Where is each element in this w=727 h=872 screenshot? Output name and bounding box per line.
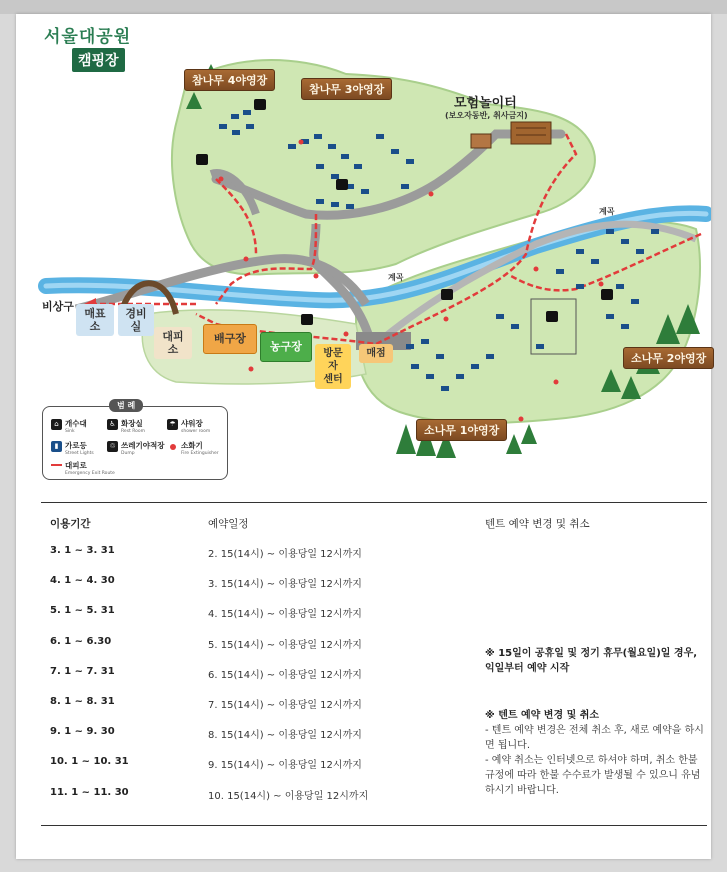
header-notes: 텐트 예약 변경 및 취소	[485, 518, 590, 530]
change-cancel-title: ※ 텐트 예약 변경 및 취소	[485, 710, 600, 721]
shop-label: 매점	[366, 348, 386, 359]
legend-item-exit-route	[65, 460, 115, 476]
legend-item-street-light	[65, 440, 94, 456]
visitor-center	[315, 344, 351, 389]
zone-label-oak4: 참나무 4야영장	[192, 74, 268, 87]
table-row-schedule: 10. 15(14시) ~ 이용당일 12시까지	[208, 791, 369, 802]
volleyball-court-label: 배구장	[214, 332, 246, 345]
emergency-exit-label: 비상구	[42, 300, 74, 313]
shop	[359, 344, 393, 363]
security-office-label: 경비실	[125, 307, 147, 333]
legend-item-restroom	[121, 418, 145, 434]
table-row-schedule: 4. 15(14시) ~ 이용당일 12시까지	[208, 609, 362, 620]
shower-icon: ☂	[167, 419, 178, 430]
legend-restroom-en: Rest Room	[121, 429, 146, 434]
zone-label-oak3: 참나무 3야영장	[309, 83, 385, 96]
zone-label-pine2: 소나무 2야영장	[631, 352, 707, 365]
legend-sink-en: Sink	[65, 429, 75, 434]
creek-label-west: 계곡	[388, 273, 404, 282]
ticket-office-label: 매표소	[84, 307, 106, 333]
legend-light-ko: 가로등	[65, 441, 87, 450]
legend-dump-ko: 쓰레기야적장	[121, 441, 165, 450]
table-row-schedule: 9. 15(14시) ~ 이용당일 12시까지	[208, 760, 362, 771]
fire-extinguisher-icon	[170, 444, 176, 450]
legend-item-shower	[181, 418, 210, 434]
zone-sign-oak4	[184, 69, 275, 91]
zone-label-pine1: 소나무 1야영장	[424, 424, 500, 437]
table-row-period: 10. 1 ~ 10. 31	[50, 756, 129, 767]
header-period: 이용기간	[50, 518, 91, 530]
creek-label-east: 계곡	[599, 207, 615, 216]
table-row-period: 11. 1 ~ 11. 30	[50, 787, 129, 798]
campsite-map	[16, 14, 711, 494]
zone-sign-pine2	[623, 347, 714, 369]
zone-sign-pine1	[416, 419, 507, 441]
map-legend	[42, 401, 228, 480]
change-cancel-line2: - 예약 취소는 인터넷으로 하셔야 하며, 취소 한불 규정에 따라 한불 수수료가 발생될 수 있으니 유념하시기 바랍니다.	[485, 755, 701, 796]
window-top-bar	[0, 0, 727, 14]
legend-shower-ko: 샤워장	[181, 419, 203, 428]
legend-exit-en: Emergency Exit Route	[65, 471, 115, 476]
legend-title: 범 례	[109, 399, 143, 412]
change-cancel-line1: - 텐트 예약 변경은 전체 취소 후, 새로 예약을 하시면 됩니다.	[485, 725, 704, 751]
table-row-schedule: 8. 15(14시) ~ 이용당일 12시까지	[208, 730, 362, 741]
legend-sink-ko: 개수대	[65, 419, 87, 428]
table-bottom-rule	[41, 825, 707, 826]
legend-restroom-ko: 화장실	[121, 419, 143, 428]
shelter	[154, 327, 192, 359]
legend-item-dump	[121, 440, 164, 456]
legend-light-en: Street Lights	[65, 451, 94, 456]
table-row-schedule: 2. 15(14시) ~ 이용당일 12시까지	[208, 549, 362, 560]
shelter-label: 대피소	[162, 330, 184, 356]
street-light-icon: ▮	[51, 441, 62, 452]
table-row-period: 3. 1 ~ 3. 31	[50, 545, 115, 556]
restroom-icon: ♿	[107, 419, 118, 430]
table-row-period: 5. 1 ~ 5. 31	[50, 605, 115, 616]
adventure-playground-note: (보오자동반, 취사금지)	[445, 111, 528, 120]
visitor-center-label: 방문자 센터	[323, 348, 343, 385]
legend-item-sink	[65, 418, 87, 434]
table-row-period: 9. 1 ~ 9. 30	[50, 726, 115, 737]
table-row-schedule: 6. 15(14시) ~ 이용당일 12시까지	[208, 670, 362, 681]
table-top-rule	[41, 502, 707, 503]
volleyball-court	[203, 324, 257, 354]
zone-sign-oak3	[301, 78, 392, 100]
legend-exit-ko: 대피로	[65, 461, 87, 470]
table-row-schedule: 3. 15(14시) ~ 이용당일 12시까지	[208, 579, 362, 590]
table-row-period: 8. 1 ~ 8. 31	[50, 696, 115, 707]
basketball-court	[260, 332, 312, 362]
legend-shower-en: shower room	[181, 429, 211, 434]
basketball-court-label: 농구장	[270, 340, 302, 353]
security-office	[118, 304, 154, 336]
brand-logo	[44, 22, 131, 72]
change-cancel-note	[485, 708, 705, 798]
legend-fire-en: Fire Extinguisher	[181, 451, 219, 456]
legend-item-extinguisher	[181, 440, 219, 456]
brand-name: 서울대공원	[44, 27, 132, 47]
sink-icon: ⌂	[51, 419, 62, 430]
table-row-period: 4. 1 ~ 4. 30	[50, 575, 115, 586]
adventure-playground-title: 모험놀이터	[454, 96, 517, 111]
table-row-period: 6. 1 ~ 6.30	[50, 636, 112, 647]
exit-route-icon	[51, 464, 62, 466]
dump-icon: ♲	[107, 441, 118, 452]
legend-dump-en: Dump	[121, 451, 135, 456]
holiday-note	[485, 646, 705, 676]
brand-badge: 캠핑장	[72, 48, 125, 72]
table-row-period: 7. 1 ~ 7. 31	[50, 666, 115, 677]
header-schedule: 예약일정	[208, 518, 249, 530]
table-row-schedule: 7. 15(14시) ~ 이용당일 12시까지	[208, 700, 362, 711]
holiday-note-text: ※ 15일이 공휴일 및 정기 휴무(월요일)일 경우, 익일부터 예약 시작	[485, 648, 698, 674]
ticket-office	[76, 304, 114, 336]
table-row-schedule: 5. 15(14시) ~ 이용당일 12시까지	[208, 640, 362, 651]
legend-fire-ko: 소화기	[181, 441, 203, 450]
document-page	[16, 14, 711, 859]
